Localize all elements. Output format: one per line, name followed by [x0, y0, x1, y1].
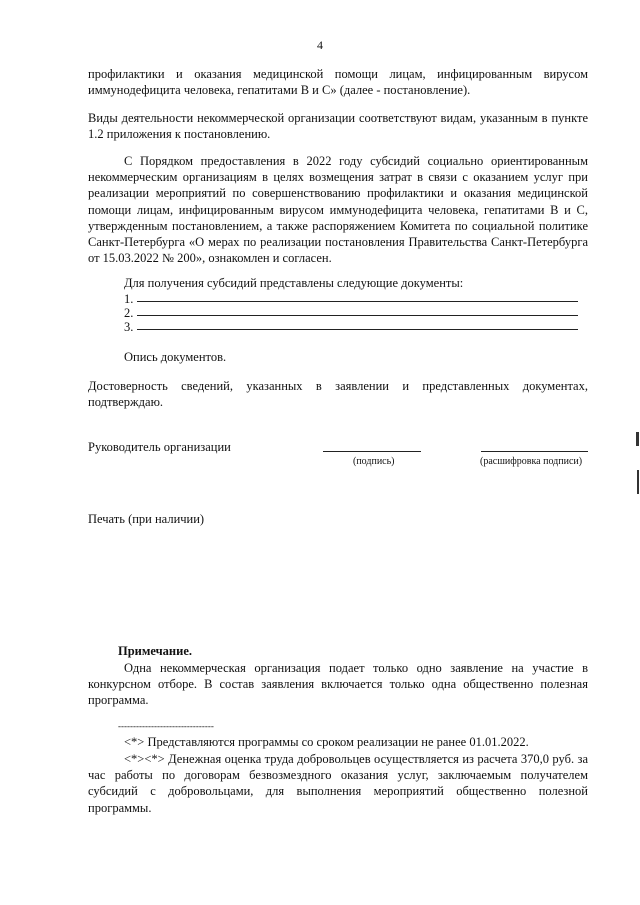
- signature-caption: (подпись): [353, 456, 395, 467]
- seal-label: Печать (при наличии): [88, 512, 205, 526]
- document-item-number-1: 1.: [124, 292, 134, 306]
- note-title: Примечание.: [118, 644, 193, 658]
- document-item-line-1[interactable]: [137, 301, 578, 302]
- document-item-number-2: 2.: [124, 306, 134, 320]
- footnote-2: <*><*> Денежная оценка труда добровольцев осуществляется из расчета 370,0 руб. за час работы по договорам безвозмездного оказания услуг, заключаемым получателем субсидий с добровольцами, для выполнения мероприятий общественно полезной программы.: [88, 752, 588, 815]
- footnote-separator: --------------------------------: [118, 721, 214, 731]
- paragraph-procedure-acknowledgement: С Порядком предоставления в 2022 году субсидий социально ориентированным некоммерческим организациям в целях возмещения затрат в связи с оказанием услуг при реализации мероприятий по совершенствованию профилактики и оказания медицинской помощи лицам, инфицированным вирусом иммунодефицита человека, гепатитами В и С, утвержденным постановлением, а также распоряжением Комитета по социальной политике Санкт-Петербурга «О мерах по реализации постановления Правительства Санкт-Петербурга от 15.03.2022 № 200», ознакомлен и согласен.: [88, 154, 588, 266]
- documents-intro: Для получения субсидий представлены следующие документы:: [124, 276, 464, 290]
- paragraph-confirmation: Достоверность сведений, указанных в заявлении и представленных документах, подтверждаю.: [88, 379, 588, 410]
- documents-inventory: Опись документов.: [124, 350, 227, 364]
- signature-line[interactable]: [323, 451, 421, 452]
- scan-edge-mark: [636, 432, 639, 446]
- page-number: 4: [317, 38, 323, 52]
- note-text: Одна некоммерческая организация подает только одно заявление на участие в конкурсном отборе. В состав заявления включается только одна общественно полезная программа.: [88, 661, 588, 708]
- scan-edge-mark-lower: [637, 470, 639, 494]
- signature-decode-caption: (расшифровка подписи): [480, 456, 583, 467]
- document-item-line-3[interactable]: [137, 329, 578, 330]
- signature-decode-line[interactable]: [481, 451, 588, 452]
- paragraph-program-continuation: профилактики и оказания медицинской помощи лицам, инфицированным вирусом иммунодефицита человека, гепатитами В и С» (далее - постановление).: [88, 67, 588, 98]
- document-item-number-3: 3.: [124, 320, 134, 334]
- head-of-organization-label: Руководитель организации: [88, 440, 231, 454]
- footnote-1: <*> Представляются программы со сроком реализации не ранее 01.01.2022.: [124, 735, 529, 749]
- document-item-line-2[interactable]: [137, 315, 578, 316]
- paragraph-activity-types: Виды деятельности некоммерческой организации соответствуют видам, указанным в пункте 1.2 приложения к постановлению.: [88, 111, 588, 142]
